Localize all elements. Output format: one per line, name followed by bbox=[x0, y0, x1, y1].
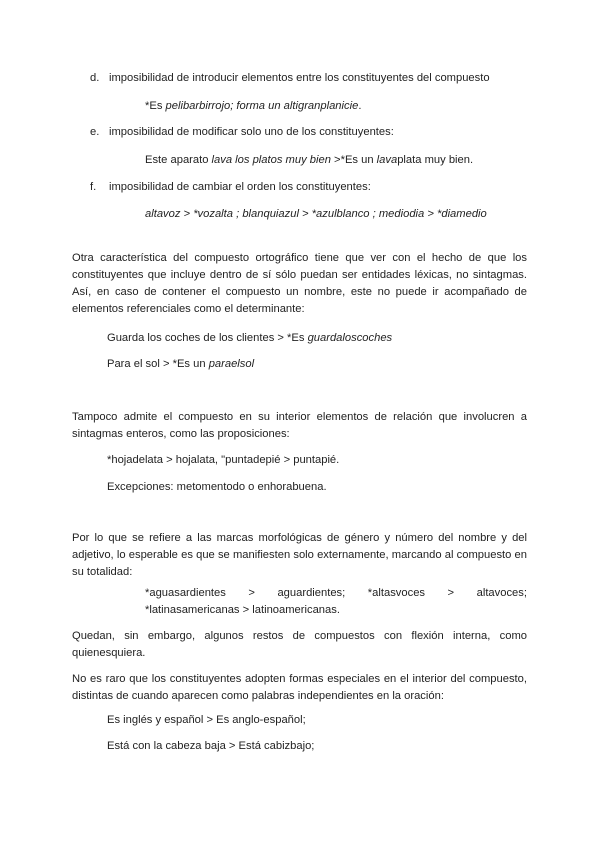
example-anglo-espanol: Es inglés y español > Es anglo-español; bbox=[107, 714, 306, 726]
list-item-d-example bbox=[145, 99, 361, 113]
paragraph-internal-inflection: Quedan, sin embargo, algunos restos de compuestos con flexión interna, como quienesquiera. bbox=[72, 630, 527, 659]
example-guardaloscoches bbox=[107, 331, 392, 345]
list-item-d-text: imposibilidad de introducir elementos entre los constituyentes del compuesto bbox=[109, 72, 490, 84]
example-cabizbajo: Está con la cabeza baja > Está cabizbajo; bbox=[107, 740, 315, 752]
list-marker-d: d. bbox=[90, 72, 100, 84]
example-exceptions: Excepciones: metomentodo o enhorabuena. bbox=[107, 481, 327, 493]
text-run: . bbox=[358, 100, 362, 112]
example-hojalata: *hojadelata > hojalata, "puntadepié > puntapié. bbox=[107, 454, 340, 466]
text-run: *Es bbox=[145, 100, 166, 112]
italic-term: lava los platos muy bien bbox=[211, 154, 331, 166]
list-marker-e: e. bbox=[90, 126, 100, 138]
text-run: plata muy bien. bbox=[397, 154, 474, 166]
paragraph-special-forms: No es raro que los constituyentes adopten formas especiales en el interior del compuesto, distintas de cuando aparecen como palabras independientes en la oración: bbox=[72, 673, 527, 702]
italic-term: paraelsol bbox=[208, 358, 255, 370]
text-run: Este aparato bbox=[145, 154, 212, 166]
italic-term: altavoz > *vozalta ; blanquiazul > *azulblanco ; mediodia > *diamedio bbox=[145, 208, 487, 220]
example-aguardientes: *aguasardientes > aguardientes; *altasvoces > altavoces; *latinasamericanas > latinoamericanas. bbox=[145, 587, 527, 616]
paragraph-morphological-marks: Por lo que se refiere a las marcas morfológicas de género y número del nombre y del adjetivo, lo esperable es que se manifiesten solo externamente, marcando al compuesto en su totalidad: bbox=[72, 532, 527, 578]
list-marker-f: f. bbox=[90, 181, 97, 193]
list-item-e-example bbox=[145, 153, 473, 167]
italic-term: guardaloscoches bbox=[307, 332, 393, 344]
paragraph-relation-elements: Tampoco admite el compuesto en su interior elementos de relación que involucren a sintagmas enteros, como las proposiciones: bbox=[72, 411, 527, 440]
paragraph-lexical-entities: Otra característica del compuesto ortográfico tiene que ver con el hecho de que los constituyentes que incluye dentro de sí sólo puedan ser entidades léxicas, no sintagmas. Así, en caso de contener el compuesto un nombre, este no puede ir acompañado de elementos referenciales como el determinante: bbox=[72, 252, 527, 315]
text-run: >*Es un bbox=[330, 154, 377, 166]
example-paraelsol bbox=[107, 357, 254, 371]
list-item-f-text: imposibilidad de cambiar el orden los constituyentes: bbox=[109, 181, 371, 193]
italic-term: pelibarbirrojo; forma un altigranplanicie bbox=[165, 100, 359, 112]
list-item-f-example bbox=[145, 207, 487, 221]
list-item-e-text: imposibilidad de modificar solo uno de los constituyentes: bbox=[109, 126, 394, 138]
text-run: Para el sol > *Es un bbox=[107, 358, 209, 370]
italic-term: lava bbox=[376, 154, 398, 166]
text-run: Guarda los coches de los clientes > *Es bbox=[107, 332, 308, 344]
